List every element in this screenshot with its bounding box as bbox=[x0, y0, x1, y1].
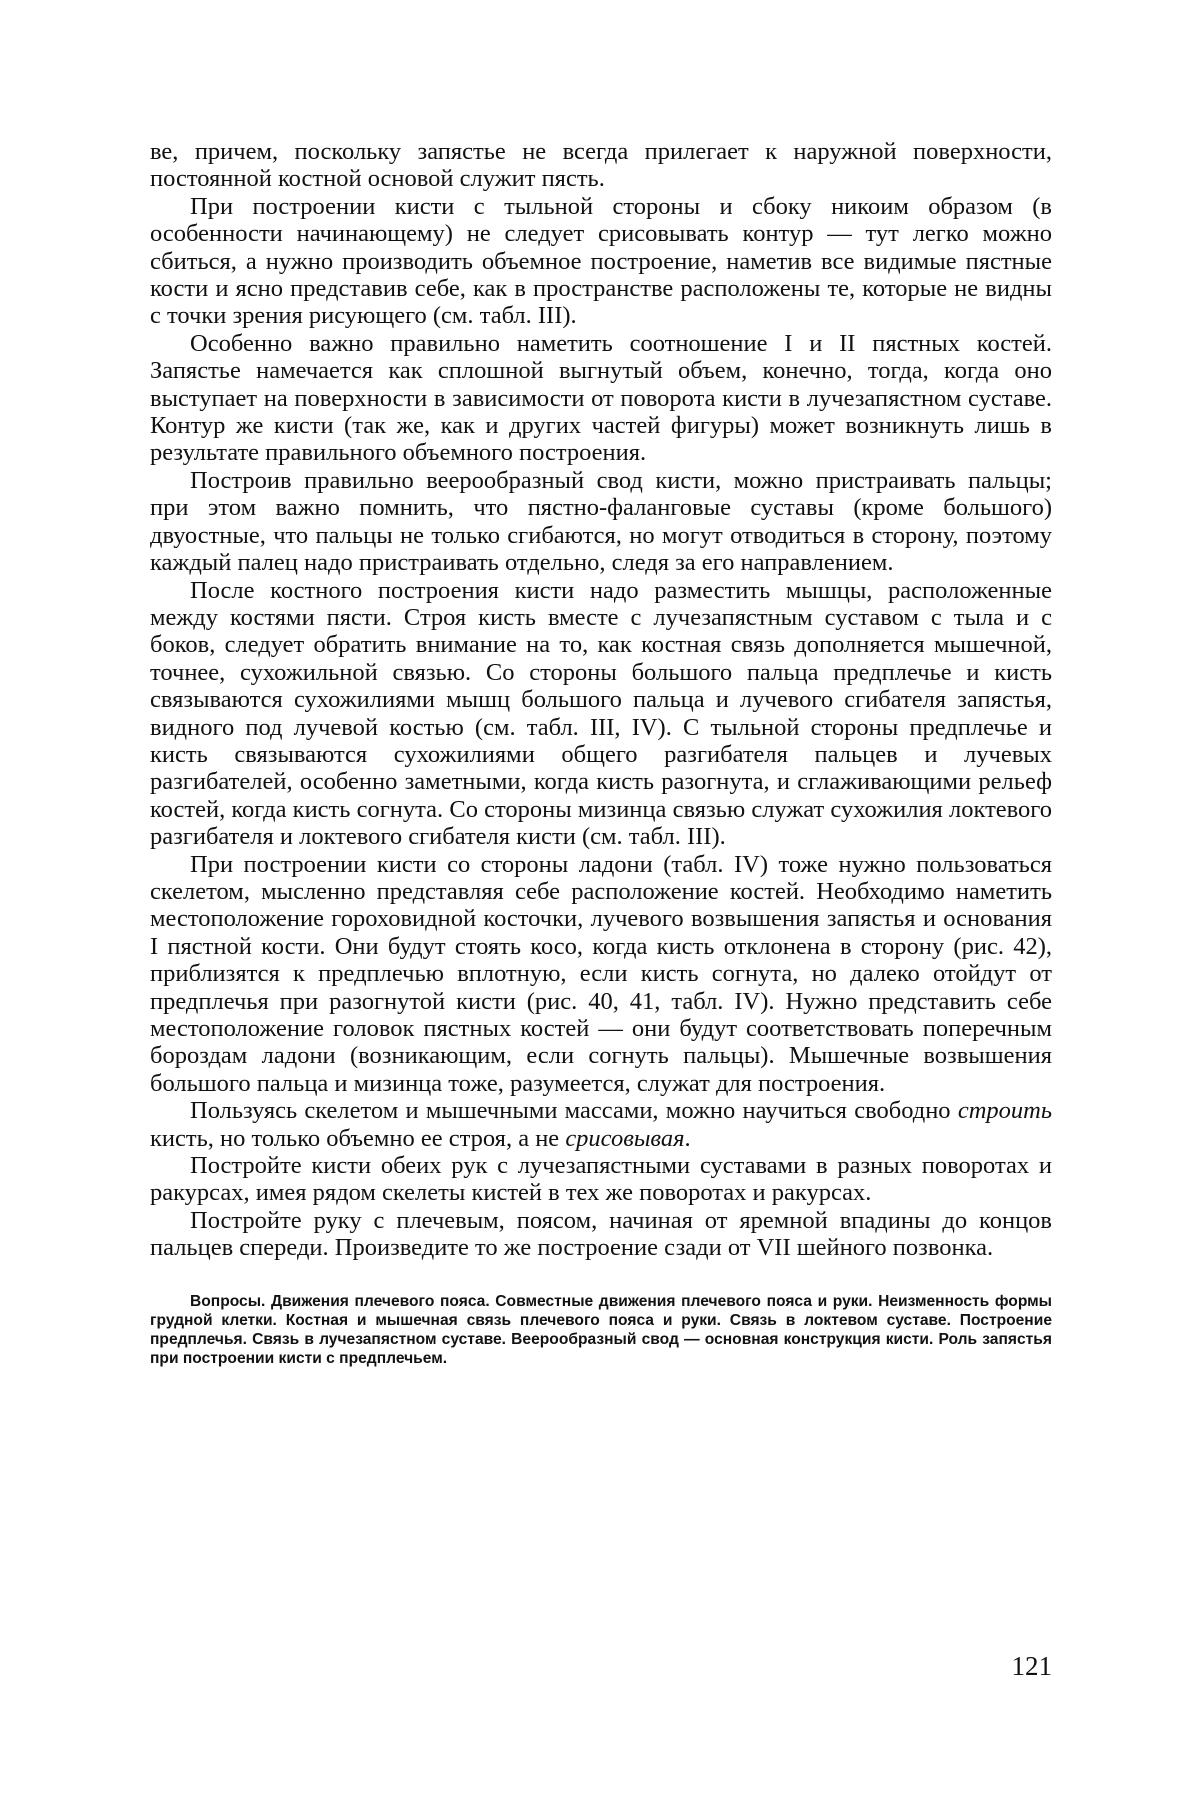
emphasis-srisovyvaya: срисовывая bbox=[565, 1124, 685, 1152]
review-questions bbox=[150, 1292, 1052, 1369]
paragraph-6: При построении кисти со стороны ладони (табл. IV) тоже нужно пользоваться скелетом, мысленно представляя себе расположение костей. Необходимо наметить местоположение гороховидной косточки, лучевого возвышения запястья и основания I пястной кости. Они будут стоять косо, когда кисть отклонена в сторону (рис. 42), приблизятся к предплечью вплотную, если кисть согнута, но далеко отойдут от предплечья при разогнутой кисти (рис. 40, 41, табл. IV). Нужно представить себе местоположение головок пястных костей — они будут соответствовать поперечным бороздам ладони (возникающим, если согнуть пальцы). Мышечные возвышения большого пальца и мизинца тоже, разумеется, служат для построения. bbox=[150, 850, 1052, 1097]
paragraph-1: ве, причем, поскольку запястье не всегда прилегает к наружной поверхности, постоянной костной основой служит пясть. bbox=[150, 138, 1052, 193]
main-text bbox=[150, 138, 1052, 1262]
paragraph-5: После костного построения кисти надо разместить мышцы, расположенные между костями пясти. Строя кисть вместе с лучезапястным суставом с тыла и с боков, следует обратить внимание на то, как костная связь дополняется мышечной, точнее, сухожильной связью. Со стороны большого пальца предплечье и кисть связываются сухожилиями мышц большого пальца и лучевого сгибателя запястья, видного под лучевой костью (см. табл. III, IV). С тыльной стороны предплечье и кисть связываются сухожилиями общего разгибателя пальцев и лучевых разгибателей, особенно заметными, когда кисть разогнута, и сглаживающими рельеф костей, когда кисть согнута. Со стороны мизинца связью служат сухожилия локтевого разгибателя и локтевого сгибателя кисти (см. табл. III). bbox=[150, 576, 1052, 851]
book-page bbox=[150, 138, 1052, 1768]
page-number: 121 bbox=[1011, 1651, 1052, 1681]
questions-text: Движения плечевого пояса. Совместные движения плечевого пояса и руки. Неизменность формы грудной клетки. Костная и мышечная связь плечевого пояса и руки. Связь в локтевом суставе. Построение предплечья. Связь в лучезапястном суставе. Веерообразный свод — основная конструкция кисти. Роль запястья при построении кисти с предплечьем. bbox=[150, 1292, 1052, 1368]
paragraph-7-start: Пользуясь скелетом и мышечными массами, можно научиться свободно bbox=[190, 1097, 958, 1125]
questions-label: Вопросы. bbox=[190, 1292, 266, 1310]
paragraph-7-middle: кисть, но только объемно ее строя, а не bbox=[150, 1124, 566, 1152]
paragraph-7 bbox=[150, 1097, 1052, 1152]
paragraph-2: При построении кисти с тыльной стороны и сбоку никоим образом (в особенности начинающему) не следует срисовывать контур — тут легко можно сбиться, а нужно производить объемное построение, наметив все видимые пястные кости и ясно представив себе, как в пространстве расположены те, которые не видны с точки зрения рисующего (см. табл. III). bbox=[150, 192, 1052, 330]
paragraph-9: Постройте руку с плечевым, поясом, начиная от яремной впадины до концов пальцев спереди. Произведите то же построение сзади от VII шейного позвонка. bbox=[150, 1206, 1052, 1262]
paragraph-4: Построив правильно веерообразный свод кисти, можно пристраивать пальцы; при этом важно помнить, что пястно-фаланговые суставы (кроме большого) двуостные, что пальцы не только сгибаются, но могут отводиться в сторону, поэтому каждый палец надо пристраивать отдельно, следя за его направлением. bbox=[150, 466, 1052, 577]
paragraph-3: Особенно важно правильно наметить соотношение I и II пястных костей. Запястье намечается как сплошной выгнутый объем, конечно, тогда, когда оно выступает на поверхности в зависимости от поворота кисти в лучезапястном суставе. Контур же кисти (так же, как и других частей фигуры) может возникнуть лишь в результате правильного объемного построения. bbox=[150, 329, 1052, 467]
emphasis-stroit: строить bbox=[957, 1097, 1052, 1125]
paragraph-7-end: . bbox=[684, 1124, 691, 1152]
paragraph-8: Постройте кисти обеих рук с лучезапястными суставами в разных поворотах и ракурсах, имея рядом скелеты кистей в тех же поворотах и ракурсах. bbox=[150, 1152, 1052, 1207]
